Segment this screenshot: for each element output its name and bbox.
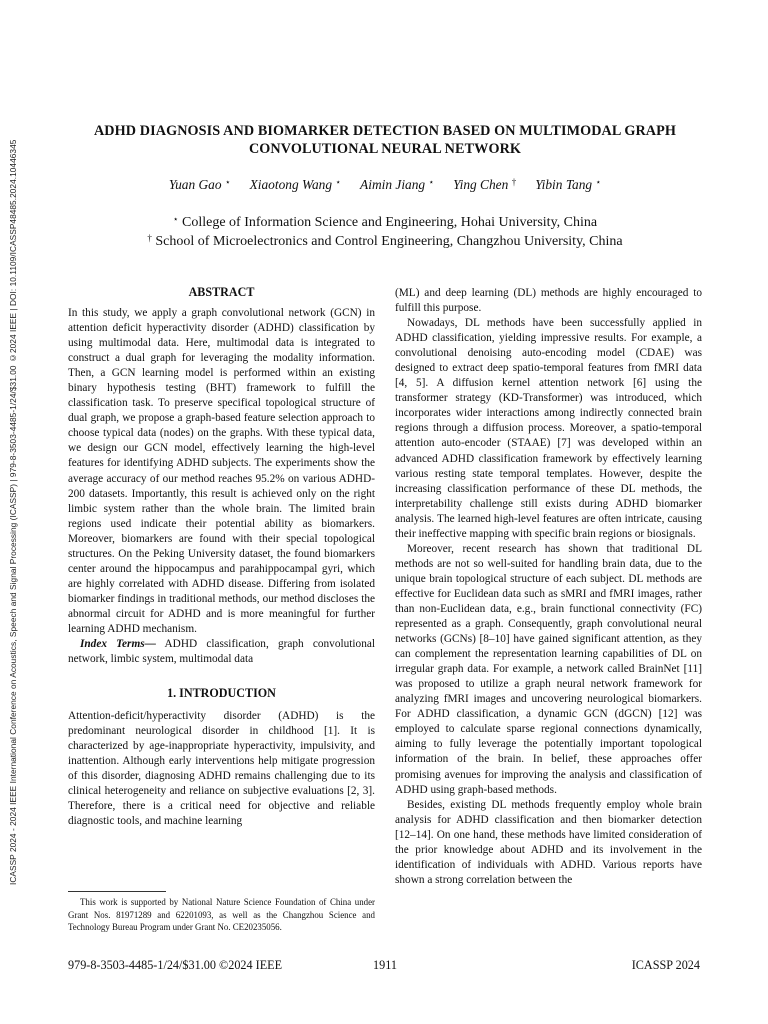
introduction-heading: 1. INTRODUCTION bbox=[167, 686, 276, 701]
right-paragraph-3: Besides, existing DL methods frequently employ whole brain analysis for ADHD classification and then biomarker detection [12–14]. On one hand, these methods have limited consideration of the prior knowledge about ADHD and its involvement in the identification of individuals with ADHD. Various reports have shown a strong correlation between the bbox=[395, 798, 702, 886]
author: Yibin Tang ⋆ bbox=[535, 177, 602, 192]
affiliation-hohai: ⋆ College of Information Science and Engineering, Hohai University, China bbox=[172, 214, 598, 230]
footer-venue: ICASSP 2024 bbox=[631, 958, 700, 972]
abstract-body: In this study, we apply a graph convolutional network (GCN) in attention deficit hyperactivity disorder (ADHD) classification by using multimodal data. Here, multimodal data is integrated to construct a dual graph for leveraging the modality information. Then, a GCN learning model is performed within an existing binary hypothesis testing (BHT) framework to fulfill the classification task. To preserve specifical topological structure of dual graph, we propose a graph-based feature selection approach to choose typical data (nodes) on the graphs. With these typical data, we design our GCN model, effectively learning the high-level features for identifying ADHD subjects. The experiments show the average accuracy of our method reaches 95.2% on various ADHD-200 datasets. Importantly, this result is achieved only on the right limbic system rather than the whole brain. The limited brain regions used indicate their potential ability as biomarkers. Moreover, biomarkers are found with their special topological structures. On the Peking University dataset, the found biomarkers center around the hippocampus and parahippocampal gyri, which are highly correlated with ADHD disease. Differing from isolated biomarker findings in traditional methods, our method discloses the abnormal circuit for ADHD and is more meaningful for further learning ADHD mechanism. bbox=[68, 307, 375, 635]
footer-copyright: 979-8-3503-4485-1/24/$31.00 ©2024 IEEE bbox=[68, 958, 283, 972]
index-terms-label: Index Terms— bbox=[80, 638, 156, 651]
author-list bbox=[60, 177, 710, 193]
affiliation-changzhou: † School of Microelectronics and Control Engineering, Changzhou University, China bbox=[147, 233, 623, 249]
author: Aimin Jiang ⋆ bbox=[360, 177, 435, 192]
author: Yuan Gao ⋆ bbox=[168, 177, 231, 192]
title-line-1: ADHD DIAGNOSIS AND BIOMARKER DETECTION BASED ON MULTIMODAL GRAPH bbox=[93, 123, 677, 139]
introduction-paragraph-1: Attention-deficit/hyperactivity disorder (ADHD) is the predominant neurological disorder in childhood [1]. It is characterized by age-inappropriate hyperactivity, impulsivity, and inattention. Although early interventions help mitigate progression of this disorder, diagnosing ADHD remains challenging due to its clinical heterogeneity and reliance on subjective evaluations [2, 3]. Therefore, there is a critical need for objective and reliable diagnostic tools, and machine learning bbox=[68, 710, 375, 828]
right-column bbox=[395, 286, 702, 888]
index-terms-text: ADHD classification, graph convolutional network, limbic system, multimodal data bbox=[68, 638, 375, 666]
right-paragraph-2: Moreover, recent research has shown that traditional DL methods are not so well-suited for handling brain data, due to the unique brain topological structure of each subject. DL methods are effective for Euclidean data such as sMRI and fMRI images, rather than non-Euclidean data, e.g., brain functional connectivity (FC) represented as a graph. Consequently, graph convolutional neural networks (GCNs) [8–10] have gained significant attention, as they can complement the representation learning capabilities of DL on irregular graph data. For example, a network called BrainNet [11] was proposed to utilize a graph neural network framework for analyzing fMRI images and uncovering neurological biomarkers. For ADHD classification, a dynamic GCN (dGCN) [12] was employed to calculate sparse regional connections dynamically, aiming to fully leverage the potentially important topological information of the brain. In belief, these approaches offer promising avenues for improving the analysis and classification of ADHD using graph-based methods. bbox=[395, 542, 702, 796]
abstract-heading: ABSTRACT bbox=[188, 285, 255, 299]
title-line-2: CONVOLUTIONAL NEURAL NETWORK bbox=[248, 141, 522, 157]
page-number: 1911 bbox=[373, 958, 397, 972]
paper-title bbox=[60, 122, 710, 158]
footnote-rule bbox=[68, 891, 166, 892]
author: Ying Chen † bbox=[453, 177, 517, 192]
index-terms bbox=[68, 637, 375, 667]
left-column bbox=[68, 285, 375, 830]
footnote: This work is supported by National Nature Science Foundation of China under Grant Nos. 81971289 and 62201093, as well as the Changzhou Science and Technology Bureau Program under Grant No. CE20235056. bbox=[68, 897, 375, 933]
author: Xiaotong Wang ⋆ bbox=[249, 177, 342, 192]
side-banner: ICASSP 2024 - 2024 IEEE International Conference on Acoustics, Speech and Signal Processing (ICASSP) | 979-8-3503-4485-1/24/$31.00 ©2024 IEEE | DOI: 10.1109/ICASSP48485.2024.10446345 bbox=[8, 139, 18, 886]
right-paragraph-0: (ML) and deep learning (DL) methods are highly encouraged to fulfill this purpose. bbox=[395, 287, 702, 315]
right-paragraph-1: Nowadays, DL methods have been successfully applied in ADHD classification, yielding impressive results. For example, a convolutional denoising auto-encoding model (CDAE) was designed to extract deep spatio-temporal features from fMRI data [4, 5]. A diffusion kernel attention network [6] using the transformer strategy (KD-Transformer) was introduced, which incorporates wider interactions among indirectly connected brain regions through a diffusion process. Moreover, a spatio-temporal attention auto-encoder (STAAE) [7] was developed within an advanced ADHD classification framework by effectively learning various resting state temporal templates. However, despite the increasing classification performance of these DL methods, the interpretability challenge still exists during ADHD biomarker analysis. The learned high-level features are often intricate, causing their ineffective mapping with specific brain regions or biosignals. bbox=[395, 317, 702, 540]
